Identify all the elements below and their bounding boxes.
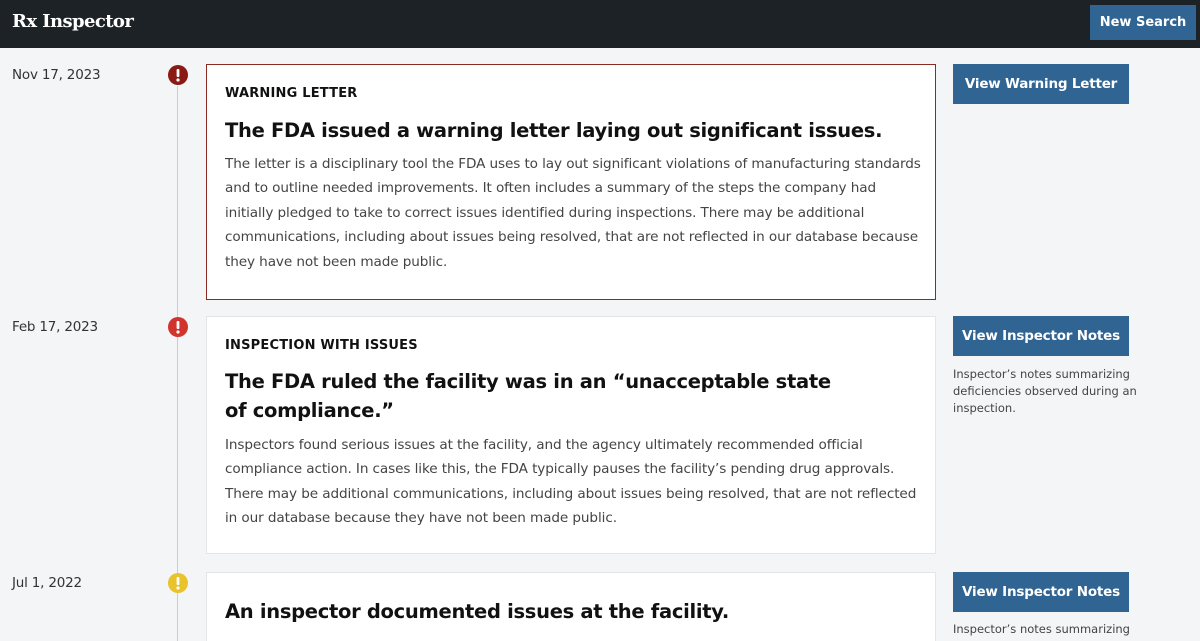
- action-note: Inspector’s notes summarizing deficiencies observed during an inspection.: [953, 367, 1137, 415]
- top-bar: [0, 0, 1200, 48]
- exclamation-icon: [168, 573, 188, 593]
- event-date: Jul 1, 2022: [12, 575, 82, 591]
- view-inspector-notes-button[interactable]: View Inspector Notes: [953, 316, 1129, 356]
- event-headline: The FDA ruled the facility was in an “unacceptable state of compliance.”: [225, 370, 831, 422]
- event-description: Inspectors found serious issues at the facility, and the agency ultimately recommended official compliance action. In cases like this, the FDA typically pauses the facility’s pending drug approvals. There may be additional communications, including about issues being resolved, that are not reflected in our database because they have not been made public.: [225, 437, 917, 527]
- exclamation-icon: [168, 317, 188, 337]
- event-date: Feb 17, 2023: [12, 319, 98, 335]
- new-search-button[interactable]: New Search: [1090, 5, 1196, 40]
- event-type: WARNING LETTER: [225, 86, 358, 101]
- event-card-warning-letter: [206, 64, 936, 300]
- event-type: INSPECTION WITH ISSUES: [225, 338, 418, 353]
- exclamation-icon: [168, 65, 188, 85]
- timeline-line: [177, 86, 178, 641]
- view-warning-letter-button[interactable]: View Warning Letter: [953, 64, 1129, 104]
- event-headline: The FDA issued a warning letter laying out significant issues.: [225, 119, 883, 142]
- event-card-inspection-with-issues: [206, 316, 936, 554]
- app-logo[interactable]: Rx Inspector: [12, 11, 134, 32]
- view-inspector-notes-button[interactable]: View Inspector Notes: [953, 572, 1129, 612]
- event-date: Nov 17, 2023: [12, 67, 101, 83]
- action-note: Inspector’s notes summarizing: [953, 622, 1130, 636]
- event-headline: An inspector documented issues at the facility.: [225, 600, 730, 623]
- event-card-inspection: [206, 572, 936, 641]
- event-description: The letter is a disciplinary tool the FDA uses to lay out significant violations of manufacturing standards and to outline needed improvements. It often includes a summary of the steps the company had initially pledged to take to correct issues identified during inspections. There may be additional communications, including about issues being resolved, that are not reflected in our database because they have not been made public.: [225, 156, 921, 270]
